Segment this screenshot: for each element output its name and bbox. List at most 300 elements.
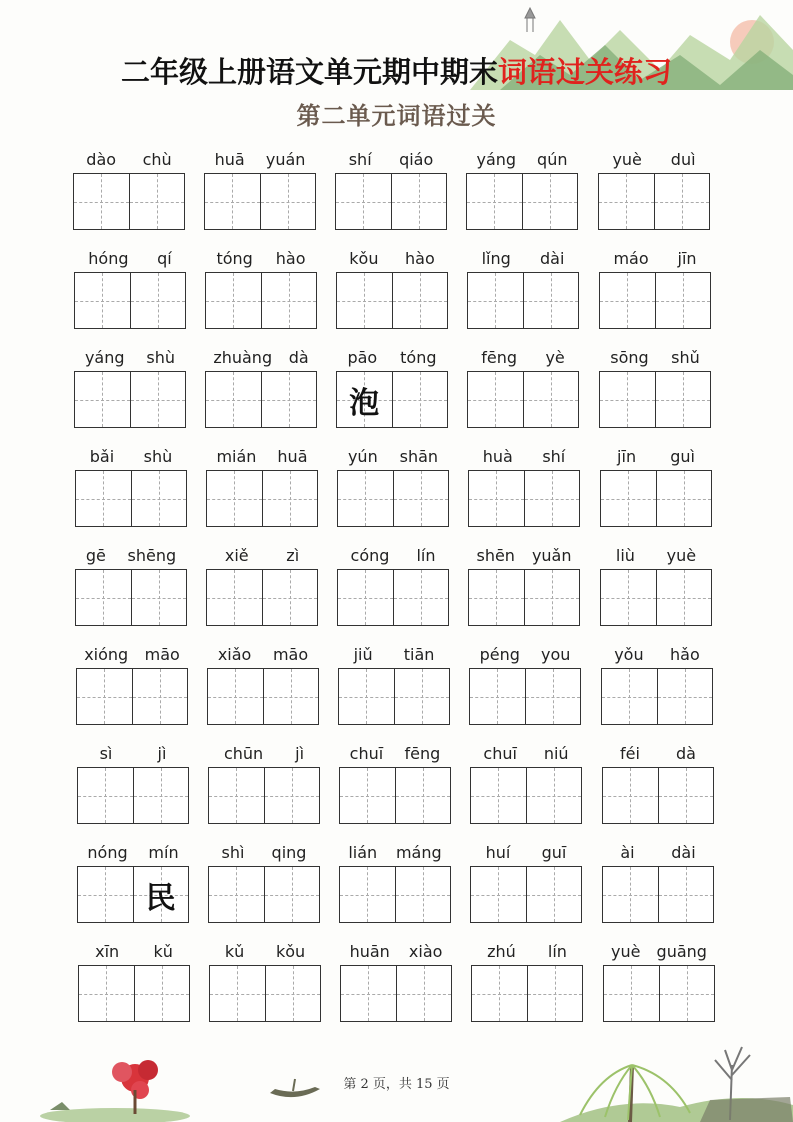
tianzige-cell[interactable] [523,372,579,427]
pinyin-row [470,737,582,763]
pinyin-syllable: xióng [84,645,129,664]
tianzige-cell[interactable] [336,174,391,229]
tianzige-cell[interactable] [469,570,524,625]
tianzige-cell[interactable] [603,768,658,823]
tianzige-cell[interactable] [262,471,318,526]
tianzige-cell[interactable] [603,867,658,922]
pinyin-syllable: yè [545,348,565,367]
writing-box [600,569,712,626]
tianzige-cell[interactable] [209,768,264,823]
pinyin-row [208,836,320,862]
pinyin-syllable: guī [541,843,567,862]
pinyin-row [209,935,321,961]
pinyin-row [75,440,187,466]
pinyin-syllable: dà [675,744,696,763]
tianzige-cell[interactable] [601,471,656,526]
tianzige-cell[interactable] [599,174,654,229]
writing-box [339,866,451,923]
vocab-item [470,737,582,827]
pinyin-row [74,242,186,268]
pinyin-row [467,341,579,367]
tianzige-cell[interactable] [469,471,524,526]
pinyin-row [77,737,189,763]
pinyin-syllable: kǔ [153,942,173,961]
pinyin-syllable: nóng [87,843,128,862]
vocab-item [471,935,583,1025]
tianzige-cell[interactable] [393,570,449,625]
pinyin-syllable: yuè [666,546,697,565]
pinyin-syllable: cóng [350,546,390,565]
tianzige-cell[interactable] [79,966,134,1021]
vocab-item [207,638,319,728]
writing-box [208,866,320,923]
vocab-item [336,341,448,431]
vocab-item [208,836,320,926]
pinyin-syllable: dài [539,249,565,268]
tianzige-cell[interactable] [395,768,451,823]
writing-box [77,767,189,824]
pinyin-syllable: shù [143,447,173,466]
tianzige-cell[interactable] [471,867,526,922]
pinyin-syllable: ài [620,843,635,862]
tianzige-cell[interactable] [338,570,393,625]
tianzige-cell[interactable] [602,669,657,724]
pinyin-row [207,638,319,664]
pinyin-syllable: kǒu [275,942,306,961]
tianzige-cell[interactable] [391,174,447,229]
writing-box [599,371,711,428]
pinyin-syllable: qún [537,150,568,169]
pinyin-row [340,935,452,961]
pinyin-syllable: lín [547,942,567,961]
vocab-item [599,242,711,332]
tianzige-cell[interactable] [471,768,526,823]
writing-box [468,569,580,626]
pinyin-syllable: māo [144,645,180,664]
pinyin-syllable: zhú [487,942,516,961]
tianzige-cell[interactable] [75,273,130,328]
writing-box [470,866,582,923]
tianzige-cell[interactable] [659,966,715,1021]
tianzige-cell[interactable] [76,570,131,625]
pinyin-syllable: shì [221,843,245,862]
pinyin-row [337,539,449,565]
vocab-item [467,341,579,431]
writing-box [599,272,711,329]
pinyin-syllable: guāng [656,942,707,961]
tianzige-cell[interactable] [78,867,133,922]
tianzige-cell[interactable] [207,570,262,625]
vocab-item [599,341,711,431]
pinyin-syllable: qiáo [399,150,434,169]
tianzige-cell[interactable] [132,669,188,724]
pinyin-row [467,242,579,268]
tianzige-cell[interactable] [655,372,711,427]
pinyin-syllable: kǔ [224,942,245,961]
pinyin-row [206,440,318,466]
vocab-item [205,341,317,431]
writing-box [336,371,448,428]
pinyin-syllable: shēn [476,546,515,565]
tianzige-cell[interactable] [205,174,260,229]
pinyin-syllable: yuán [265,150,306,169]
tianzige-cell[interactable] [601,570,656,625]
vocab-item [468,539,580,629]
pinyin-row [598,143,710,169]
section-subtitle: 第二单元词语过关 [296,101,497,130]
pinyin-syllable: chūn [223,744,264,763]
pinyin-row [205,341,317,367]
pinyin-row [335,143,447,169]
writing-box [204,173,316,230]
pinyin-syllable: xiě [224,546,249,565]
pinyin-syllable: lián [348,843,378,862]
pinyin-row [466,143,578,169]
tianzige-cell[interactable] [600,372,655,427]
tianzige-cell[interactable] [657,669,713,724]
tianzige-cell[interactable] [77,669,132,724]
pinyin-syllable: yǒu [614,645,644,664]
pinyin-row [471,935,583,961]
writing-box [206,470,318,527]
tianzige-cell[interactable] [207,471,262,526]
tianzige-cell[interactable] [341,966,396,1021]
pinyin-syllable: jiǔ [353,645,373,664]
pinyin-row [600,539,712,565]
pinyin-syllable: huà [482,447,513,466]
tianzige-cell[interactable] [468,372,523,427]
tianzige-cell[interactable] [264,768,320,823]
pinyin-syllable: yún [347,447,378,466]
tianzige-cell[interactable] [261,273,317,328]
tianzige-cell[interactable] [526,768,582,823]
vocab-item [206,440,318,530]
writing-box [336,272,448,329]
pinyin-syllable: zì [286,546,300,565]
pinyin-syllable: shù [146,348,176,367]
pinyin-syllable: sōng [610,348,649,367]
tianzige-cell[interactable] [522,174,578,229]
pinyin-syllable: huā [214,150,245,169]
pinyin-syllable: xiào [408,942,443,961]
tianzige-cell[interactable] [264,867,320,922]
vocab-item [340,935,452,1025]
pinyin-row [336,341,448,367]
vocab-item [602,836,714,926]
pinyin-syllable: dài [671,843,696,862]
pinyin-syllable: chuī [483,744,517,763]
pinyin-syllable: chù [142,150,172,169]
tianzige-cell[interactable] [130,273,186,328]
writing-box [600,470,712,527]
vocab-item [75,539,187,629]
pinyin-row [468,539,580,565]
pinyin-row [78,935,190,961]
tianzige-cell[interactable] [526,867,582,922]
writing-box [602,767,714,824]
writing-box [602,866,714,923]
pinyin-syllable: duì [670,150,696,169]
tianzige-cell[interactable] [263,669,319,724]
vocab-item [74,341,186,431]
tianzige-cell[interactable] [206,273,261,328]
writing-box [338,668,450,725]
tianzige-cell[interactable] [396,966,452,1021]
tianzige-cell[interactable] [338,471,393,526]
pinyin-syllable: jīn [677,249,697,268]
tianzige-cell[interactable] [260,174,316,229]
tianzige-cell[interactable] [527,966,583,1021]
pinyin-syllable: shēng [127,546,177,565]
pinyin-syllable: péng [479,645,520,664]
pinyin-syllable: shǔ [671,348,700,367]
tianzige-cell[interactable] [524,471,580,526]
writing-box [206,569,318,626]
tianzige-cell[interactable] [604,966,659,1021]
tianzige-cell[interactable] [392,273,448,328]
tianzige-cell[interactable] [340,867,395,922]
tianzige-cell[interactable] [656,471,712,526]
pinyin-syllable: hào [275,249,306,268]
tianzige-cell[interactable] [470,669,525,724]
pinyin-syllable: jīn [617,447,637,466]
pinyin-syllable: tóng [216,249,253,268]
pinyin-row [73,143,185,169]
pinyin-syllable: yuè [611,942,641,961]
writing-box [73,173,185,230]
writing-box [337,569,449,626]
pinyin-row [602,836,714,862]
tianzige-cell[interactable] [210,966,265,1021]
tianzige-cell[interactable] [525,669,581,724]
tianzige-cell[interactable] [134,966,190,1021]
writing-box [75,569,187,626]
writing-box [209,965,321,1022]
pinyin-syllable: liù [615,546,635,565]
tianzige-cell[interactable] [658,867,714,922]
vocab-item [338,638,450,728]
writing-box [75,470,187,527]
vocab-item [73,143,185,233]
tianzige-cell[interactable] [133,867,189,922]
pinyin-syllable: mián [216,447,257,466]
writing-box [468,470,580,527]
pinyin-syllable: lǐng [481,249,511,268]
pinyin-syllable: sì [99,744,113,763]
pinyin-row [339,836,451,862]
pinyin-row [76,638,188,664]
pinyin-row [337,440,449,466]
writing-box [467,371,579,428]
vocab-item [208,737,320,827]
hanzi-character: 泡 [349,385,380,421]
vocab-item [337,539,449,629]
vocab-item [337,440,449,530]
vocab-item [339,737,451,827]
writing-box [208,767,320,824]
tianzige-cell[interactable] [261,372,317,427]
pinyin-syllable: dà [288,348,309,367]
tianzige-cell[interactable] [468,273,523,328]
pinyin-syllable: xīn [95,942,120,961]
tianzige-cell[interactable] [524,570,580,625]
pinyin-syllable: yáng [476,150,517,169]
pinyin-syllable: qing [271,843,307,862]
pinyin-row [74,341,186,367]
pinyin-row [204,143,316,169]
tianzige-cell[interactable] [393,471,449,526]
pinyin-row [603,935,715,961]
pinyin-syllable: shí [348,150,372,169]
tianzige-cell[interactable] [75,372,130,427]
pinyin-syllable: guì [670,447,695,466]
writing-box [603,965,715,1022]
vocab-item [335,143,447,233]
tianzige-cell[interactable] [340,768,395,823]
writing-box [74,272,186,329]
writing-box [601,668,713,725]
page-footer: 第 2 页，共 15 页 [343,1077,450,1092]
tianzige-cell[interactable] [654,174,710,229]
writing-box [205,272,317,329]
writing-box [466,173,578,230]
tianzige-cell[interactable] [131,471,187,526]
writing-box [337,470,449,527]
tianzige-cell[interactable] [78,768,133,823]
pinyin-syllable: zhuàng [213,348,273,367]
vocab-item [467,242,579,332]
writing-box [76,668,188,725]
writing-box [340,965,452,1022]
pinyin-syllable: yáng [84,348,125,367]
vocab-item [600,539,712,629]
pinyin-row [336,242,448,268]
tianzige-cell[interactable] [209,867,264,922]
tianzige-cell[interactable] [395,867,451,922]
tianzige-cell[interactable] [129,174,185,229]
vocab-item [600,440,712,530]
pinyin-syllable: gē [85,546,106,565]
vocab-item [77,737,189,827]
title-accent: 词语过关练习 [498,55,673,89]
tianzige-cell[interactable] [262,570,318,625]
vocab-item [74,242,186,332]
vocab-item [601,638,713,728]
pinyin-row [338,638,450,664]
writing-box [470,767,582,824]
vocab-item [76,638,188,728]
pinyin-syllable: lín [416,546,436,565]
pinyin-syllable: máng [395,843,442,862]
tianzige-cell[interactable] [467,174,522,229]
pinyin-syllable: mín [148,843,179,862]
tianzige-cell[interactable] [337,372,392,427]
tianzige-cell[interactable] [658,768,714,823]
tianzige-cell[interactable] [131,570,187,625]
tianzige-cell[interactable] [339,669,394,724]
pinyin-syllable: féi [620,744,640,763]
tianzige-cell[interactable] [394,669,450,724]
pinyin-syllable: xiǎo [217,645,252,664]
vocab-item [598,143,710,233]
tianzige-cell[interactable] [337,273,392,328]
pinyin-syllable: pāo [347,348,378,367]
tianzige-cell[interactable] [133,768,189,823]
pinyin-row [469,638,581,664]
vocab-item [336,242,448,332]
tianzige-cell[interactable] [76,471,131,526]
pinyin-syllable: yuè [612,150,642,169]
tianzige-cell[interactable] [206,372,261,427]
pinyin-row [600,440,712,466]
tianzige-cell[interactable] [472,966,527,1021]
pinyin-row [208,737,320,763]
vocab-item [209,935,321,1025]
title-main: 二年级上册语文单元期中期末 [120,55,498,89]
pinyin-row [206,539,318,565]
pinyin-row [77,836,189,862]
vocab-item [339,836,451,926]
vocab-item [75,440,187,530]
vocab-item [468,440,580,530]
writing-box [469,668,581,725]
pinyin-syllable: fēng [481,348,517,367]
tianzige-cell[interactable] [130,372,186,427]
pinyin-syllable: huā [277,447,308,466]
tianzige-cell[interactable] [74,174,129,229]
vocab-item [204,143,316,233]
writing-box [74,371,186,428]
writing-box [335,173,447,230]
pinyin-syllable: hǎo [670,645,700,664]
pinyin-syllable: bǎi [89,447,115,466]
tianzige-cell[interactable] [523,273,579,328]
pinyin-syllable: hào [405,249,435,268]
vocab-item [602,737,714,827]
pinyin-syllable: huí [485,843,511,862]
tianzige-cell[interactable] [265,966,321,1021]
pinyin-row [470,836,582,862]
tianzige-cell[interactable] [208,669,263,724]
pinyin-row [601,638,713,664]
vocab-item [206,539,318,629]
writing-box [77,866,189,923]
pinyin-row [602,737,714,763]
tianzige-cell[interactable] [392,372,448,427]
pinyin-syllable: tóng [400,348,437,367]
writing-box [78,965,190,1022]
pinyin-syllable: you [541,645,571,664]
pinyin-syllable: yuǎn [531,546,572,565]
pinyin-syllable: máo [613,249,649,268]
pinyin-syllable: tiān [403,645,435,664]
pinyin-row [205,242,317,268]
writing-box [207,668,319,725]
pinyin-syllable: chuī [349,744,384,763]
tianzige-cell[interactable] [655,273,711,328]
pinyin-row [599,341,711,367]
pinyin-syllable: jì [295,744,305,763]
vocab-item [78,935,190,1025]
pinyin-syllable: dào [86,150,117,169]
vocab-item [77,836,189,926]
tianzige-cell[interactable] [600,273,655,328]
pinyin-syllable: māo [272,645,309,664]
pinyin-syllable: niú [543,744,569,763]
pinyin-syllable: shí [542,447,566,466]
writing-box [471,965,583,1022]
tianzige-cell[interactable] [656,570,712,625]
